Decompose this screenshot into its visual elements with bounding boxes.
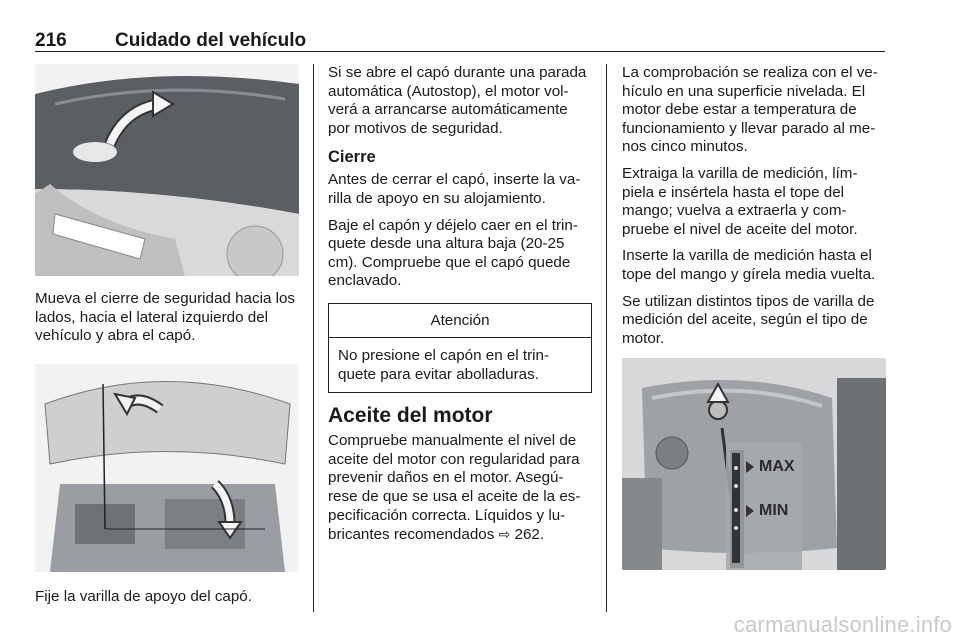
paragraph [328,432,592,545]
paragraph: Mueva el cierre de seguridad hacia los lados, hacia el lateral izquierdo del vehículo y abra el capó. [35,290,296,345]
paragraph: Antes de cerrar el capó, inserte la va‐rilla de apoyo en su alojamiento. [328,171,581,207]
attention-title: Atención [329,304,591,338]
page-title: Cuidado del vehículo [115,30,307,51]
attention-box [328,303,592,393]
page-number: 216 [35,30,67,51]
page-reference: 262. [510,526,545,544]
page-reference-icon: ⇨ [498,526,511,543]
paragraph: Se utilizan distintos tipos de varilla de medición del aceite, según el tipo de motor. [622,292,875,347]
dipstick-max-label: MAX [759,458,795,476]
hood-release-illustration [35,64,299,276]
column-left [35,64,299,606]
paragraph: Extraiga la varilla de medición, lím‐piela e insértela hasta el tope del mango; vuelva a extraerla y com‐pruebe el nivel de aceite del motor. [622,164,858,238]
paragraph: Fije la varilla de apoyo del capó. [35,587,252,605]
section-heading-cierre: Cierre [328,148,376,167]
dipstick-min-label: MIN [759,502,789,520]
oil-dipstick-illustration [622,358,886,570]
column-divider [606,64,607,612]
paragraph: Baje el capón y déjelo caer en el trin‐quete desde una altura baja (20-25 cm). Compruebe que el capó quede enclavado. [328,216,578,290]
page-header [35,30,885,52]
paragraph: La comprobación se realiza con el ve‐hículo en una superficie nivelada. El motor debe estar a temperatura de funcionamiento y llevar parado al me‐nos cinco minutos. [622,64,878,156]
column-right [622,64,886,570]
watermark: carmanualsonline.info [733,612,952,637]
section-heading-aceite: Aceite del motor [328,404,493,428]
column-divider [313,64,314,612]
hood-prop-rod-illustration [35,364,299,572]
attention-text: No presione el capón en el trin‐quete para evitar abolladuras. [338,346,550,383]
paragraph: Si se abre el capó durante una parada automática (Autostop), el motor vol‐verá a arrancarse automáticamente por motivos de seguridad. [328,64,587,137]
paragraph: Inserte la varilla de medición hasta el tope del mango y gírela media vuelta. [622,247,876,283]
column-middle [328,64,592,545]
paragraph-text: Compruebe manualmente el nivel de aceite del motor con regularidad para prevenir daños en el motor. Asegú‐rese de que se usa el aceite de la es‐pecificación correcta. Líquidos y lu‐bricantes recomendados [328,432,581,544]
